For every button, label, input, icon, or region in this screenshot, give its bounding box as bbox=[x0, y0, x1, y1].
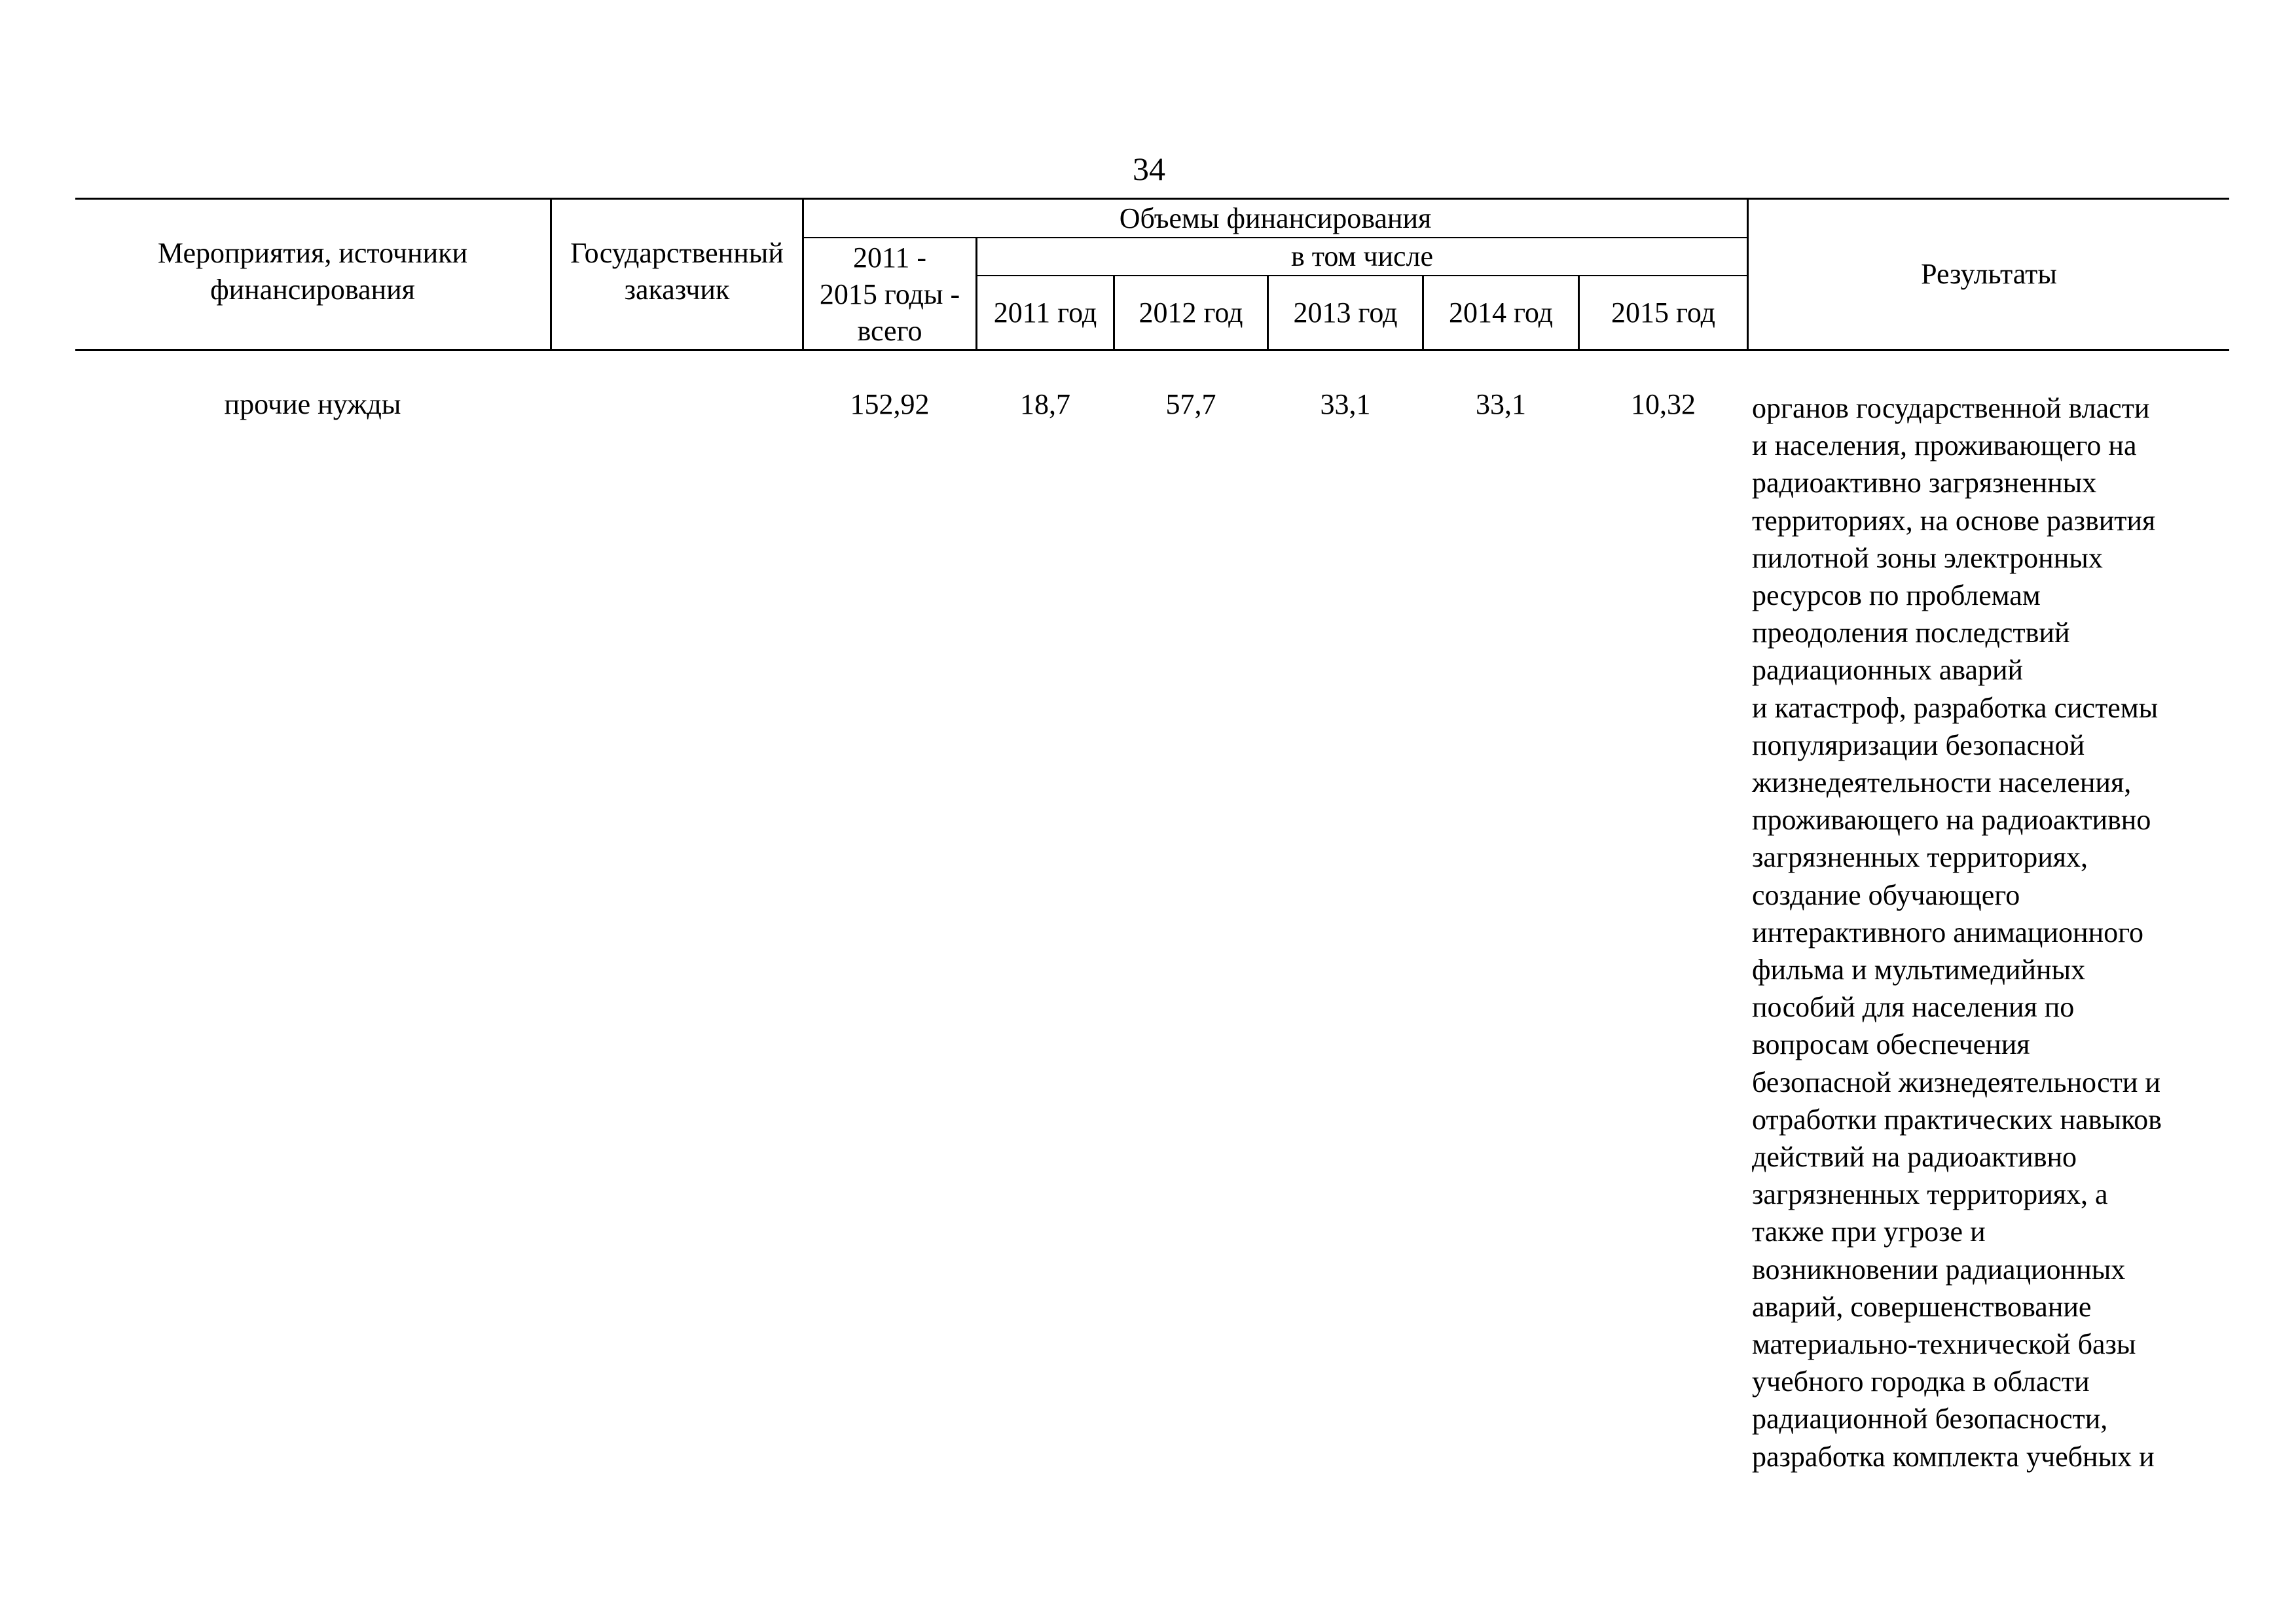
header-bottom-rule bbox=[75, 349, 2229, 351]
header-customer: Государственный заказчик bbox=[570, 237, 784, 306]
page-number: 34 bbox=[1133, 151, 1165, 187]
row-value-2012: 57,7 bbox=[1165, 388, 1216, 420]
header-year-2013: 2013 год bbox=[1293, 296, 1398, 329]
header-year-2011: 2011 год bbox=[993, 296, 1097, 329]
row-total: 152,92 bbox=[850, 388, 930, 420]
row-value-2013: 33,1 bbox=[1320, 388, 1371, 420]
row-value-2015: 10,32 bbox=[1631, 388, 1696, 420]
header-year-2014: 2014 год bbox=[1448, 296, 1554, 329]
header-total: 2011 - 2015 годы - всего bbox=[819, 242, 960, 347]
header-measures: Мероприятия, источники финансирования bbox=[157, 237, 468, 306]
row-value-2011: 18,7 bbox=[1020, 388, 1070, 420]
header-year-2015: 2015 год bbox=[1611, 296, 1716, 329]
header-financing-volume: Объемы финансирования bbox=[1119, 202, 1432, 234]
header-including: в том числе bbox=[1290, 240, 1434, 272]
header-results: Результаты bbox=[1921, 258, 2057, 290]
row-label: прочие нужды bbox=[224, 388, 401, 420]
row-results-text: органов государственной власти и населения, проживающего на радиоактивно загрязненных территориях, на основе развития пилотной зоны электронных ресурсов по проблемам преодоления последствий радиационных аварий и катастроф, разработка системы популяризации безопасной жизнедеятельности населения, проживающего на радиоактивно загрязненных территориях, создание обучающего интерактивного анимационного фильма и мультимедийных пособий для населения по вопросам обеспечения безопасной жизнедеятельности и отработки практических навыков действий на радиоактивно загрязненных территориях, а также при угрозе и возникновении радиационных аварий, совершенствование материально-технической базы учебного городка в области радиационной безопасности, разработка комплекта учебных и bbox=[1752, 392, 2162, 1473]
header-year-2012: 2012 год bbox=[1139, 296, 1243, 329]
row-value-2014: 33,1 bbox=[1476, 388, 1526, 420]
